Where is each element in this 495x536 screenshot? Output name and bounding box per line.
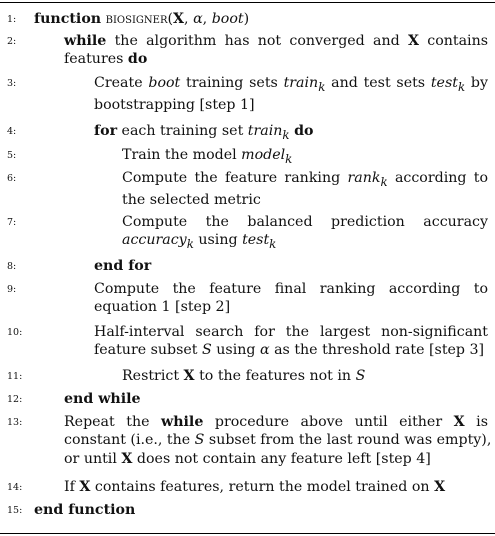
line-text: end while: [64, 391, 141, 407]
line-number: 12:: [7, 394, 23, 405]
line-text: Restrict X to the features not in S: [122, 368, 366, 384]
line-number: 14:: [7, 482, 23, 493]
line-text: Half-interval search for the largest non-significant feature subset S using α as the threshold rate [step 3]: [94, 324, 488, 359]
line-number: 1:: [7, 14, 17, 25]
line-number: 9:: [7, 284, 17, 295]
line-number: 11:: [7, 371, 23, 382]
line-text: function biosigner(X, α, boot): [34, 11, 250, 27]
line-text: while the algorithm has not converged and X contains features do: [64, 33, 488, 68]
line-text: Train the model model$_k$: [122, 147, 293, 166]
line-text: Repeat the while procedure above until either X is constant (i.e., the S subset from the last round was empty), or until X does not contain any feature left [step 4]: [64, 414, 492, 467]
line-text: Compute the balanced prediction accuracy accuracy$_k$ using test$_k$: [122, 214, 488, 252]
line-number: 10:: [7, 327, 23, 338]
line-text: for each training set train$_k$ do: [94, 123, 314, 142]
line-text: Compute the feature ranking rank$_k$ according to the selected metric: [122, 170, 489, 209]
line-number: 3:: [7, 78, 17, 89]
line-number: 13:: [7, 417, 23, 428]
line-text: Create boot training sets train$_k$ and test sets test$_k$ by bootstrapping [step 1]: [94, 75, 488, 114]
line-text: end function: [34, 502, 136, 518]
line-text: end for: [94, 258, 152, 274]
line-text: Compute the feature final ranking according to equation 1 [step 2]: [94, 281, 488, 316]
line-number: 8:: [7, 261, 17, 272]
line-number: 2:: [7, 36, 17, 47]
line-number: 5:: [7, 150, 17, 161]
line-number: 6:: [7, 173, 17, 184]
algorithm-box: [0, 2, 495, 534]
line-number: 15:: [7, 505, 23, 516]
line-number: 7:: [7, 217, 17, 228]
line-text: If X contains features, return the model trained on X: [64, 479, 446, 495]
line-number: 4:: [7, 126, 17, 137]
